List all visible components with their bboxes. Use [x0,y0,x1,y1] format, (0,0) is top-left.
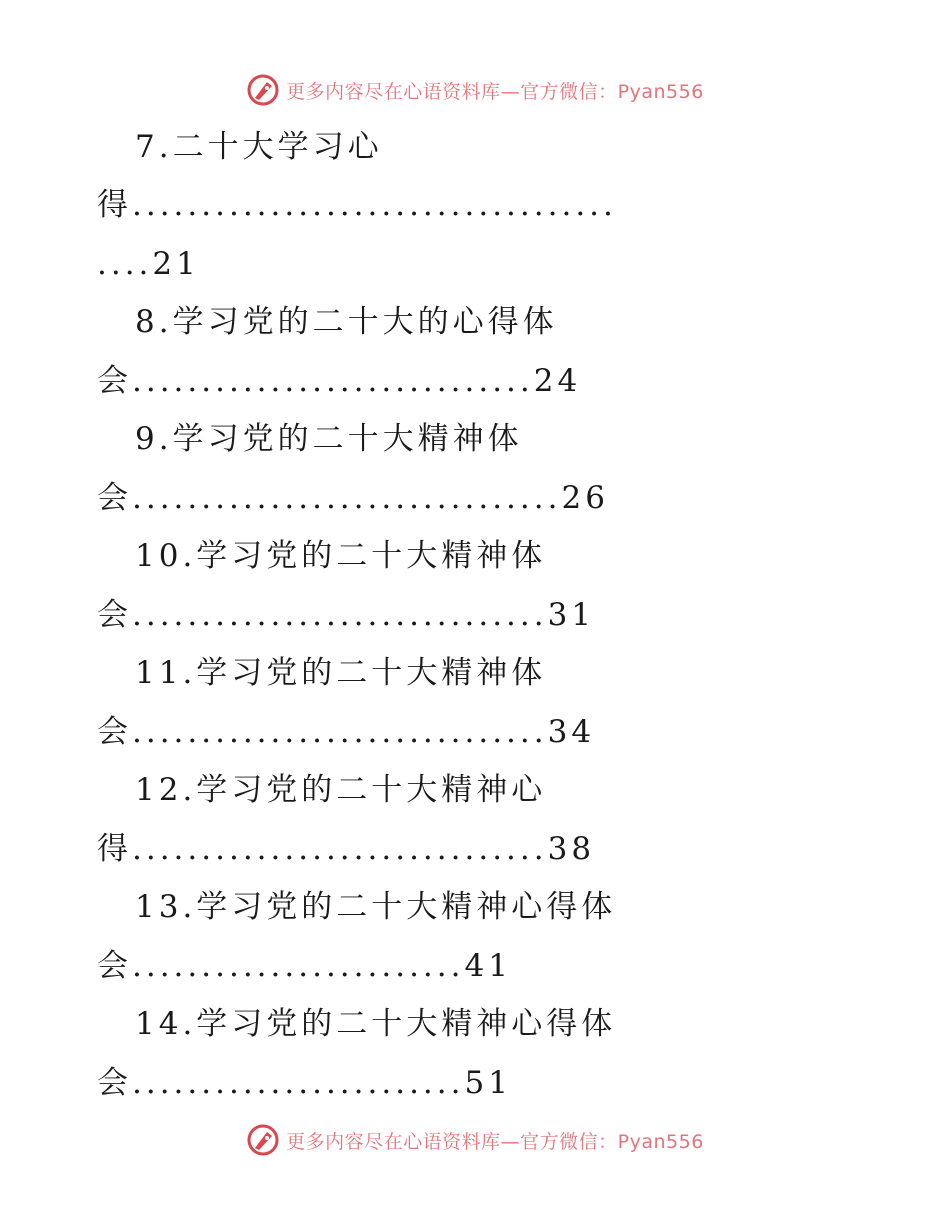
header-watermark-text: 更多内容尽在心语资料库—官方微信：Pyan556 [286,80,704,103]
toc-entry-leader-line [97,185,617,225]
toc-entry-tail-char: 会 [97,363,132,399]
toc-entry-tail-char: 得 [97,187,132,223]
toc-entry-tail-char: 会 [97,597,132,633]
footer-watermark-text: 更多内容尽在心语资料库—官方微信：Pyan556 [286,1130,704,1153]
toc-entry-leader: ............................. [132,363,534,399]
toc-entry-page-number: 21 [152,246,200,282]
toc-entry-leader-line [97,1063,512,1103]
toc-entry-leader: ........................ [132,1065,465,1101]
toc-entry-page-number: 31 [547,597,596,633]
toc-entry-title: 14.学习党的二十大精神心得体 [135,1006,617,1042]
toc-entry-title: 8.学习党的二十大的心得体 [135,304,558,340]
toc-entry-title: 13.学习党的二十大精神心得体 [135,889,617,925]
toc-entry-page-line [97,244,200,284]
header-watermark [0,70,950,110]
toc-entry-page-number: 26 [561,480,609,516]
toc-entry-tail-char: 得 [97,831,132,867]
toc-entry-leader-line [97,478,609,518]
toc-entry-title: 7.二十大学习心 [135,129,383,165]
toc-entry-tail-char: 会 [97,480,132,516]
toc-entry-tail-char: 会 [97,714,132,750]
toc-entry-leader: .... [97,246,153,282]
toc-entry-page-number: 41 [464,948,512,984]
toc-entry-page-number: 24 [533,363,582,399]
toc-entry-leader: ........................ [132,948,465,984]
toc-entry-leader-line [97,595,595,635]
toc-entry-leader: .............................. [132,831,548,867]
toc-entry-leader-line [97,946,512,986]
toc-entry-leader: ............................... [132,480,562,516]
toc-entry-title: 12.学习党的二十大精神心 [135,772,547,808]
pen-nib-circle-icon [246,73,280,107]
toc-entry-page-number: 51 [464,1065,512,1101]
toc-entry-leader: .............................. [132,597,548,633]
footer-watermark [0,1120,950,1160]
toc-entry-tail-char: 会 [97,1065,132,1101]
toc-entry-page-number: 38 [547,831,596,867]
toc-entry-title: 11.学习党的二十大精神体 [135,655,547,691]
toc-entry-page-number: 34 [547,714,596,750]
pen-nib-circle-icon [246,1123,280,1157]
toc-entry-leader: .............................. [132,714,548,750]
toc-entry-leader-line [97,361,581,401]
toc-entry-leader-line [97,829,595,869]
toc-entry-leader: ................................... [132,187,617,223]
toc-entry-leader-line [97,712,595,752]
toc-entry-title: 10.学习党的二十大精神体 [135,538,547,574]
toc-entry-tail-char: 会 [97,948,132,984]
toc-entry-title: 9.学习党的二十大精神体 [135,421,523,457]
